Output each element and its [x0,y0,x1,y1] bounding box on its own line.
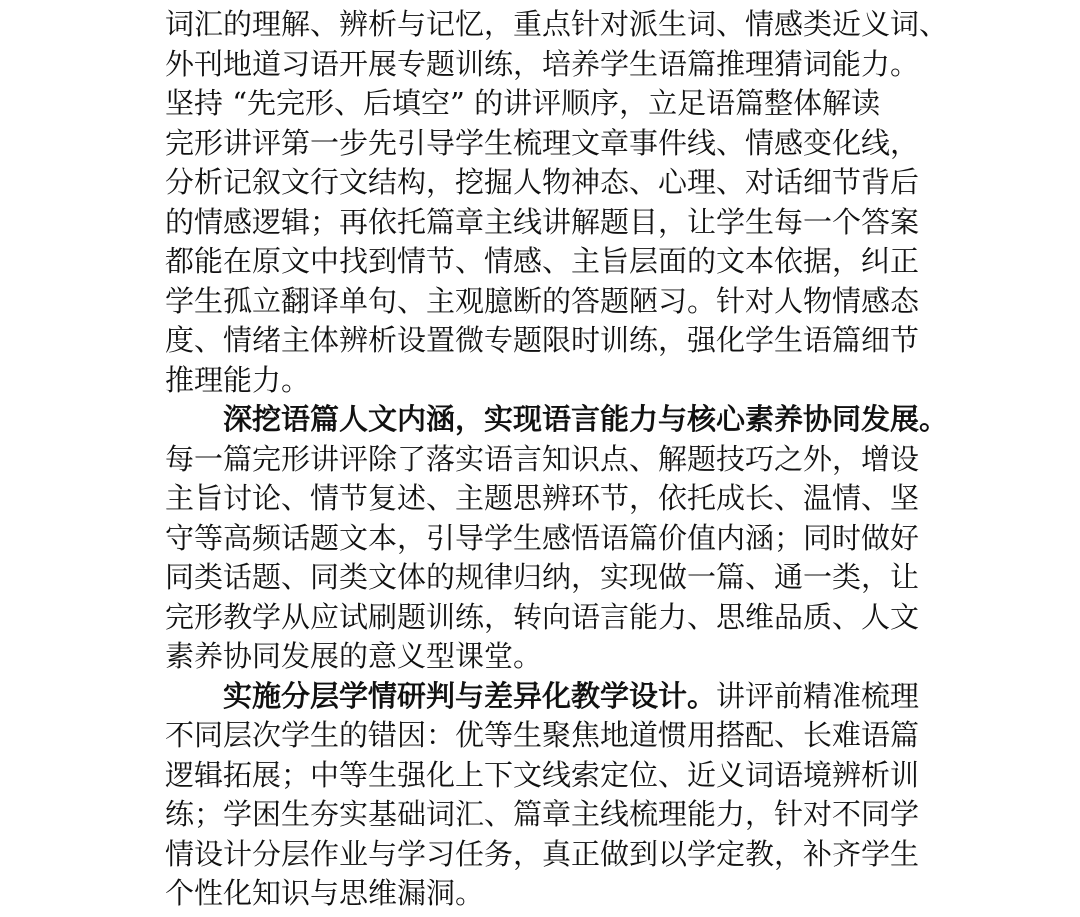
section-heading: 实施分层学情研判与差异化教学设计。 [223,679,717,713]
text-line: 外刊地道习语开展专题训练，培养学生语篇推理猜词能力。 [165,47,920,81]
text-line: 不同层次学生的错因：优等生聚焦地道惯用搭配、长难语篇 [165,718,920,752]
text-line: 都能在原文中找到情节、情感、主旨层面的文本依据，纠正 [165,244,920,278]
text-line: 坚持 “先完形、后填空” 的讲评顺序，立足语篇整体解读 [165,86,881,120]
text-line: 情设计分层作业与学习任务，真正做到以学定教，补齐学生 [165,837,920,871]
text-line: 同类话题、同类文体的规律归纳，实现做一篇、通一类，让 [165,560,920,594]
text-line: 完形教学从应试刷题训练，转向语言能力、思维品质、人文 [165,600,920,634]
section-heading-line [165,676,919,716]
text-line: 守等高频话题文本，引导学生感悟语篇价值内涵；同时做好 [165,521,920,555]
text-line: 词汇的理解、辨析与记忆，重点针对派生词、情感类近义词、 [165,7,949,41]
text-line: 分析记叙文行文结构，挖掘人物神态、心理、对话细节背后 [165,165,920,199]
text-line: 学生孤立翻译单句、主观臆断的答题陋习。针对人物情感态 [165,284,920,318]
text-line: 个性化知识与思维漏洞。 [165,876,485,910]
text-line: 逻辑拓展；中等生强化上下文线索定位、近义词语境辨析训 [165,758,920,792]
text-line: 练；学困生夯实基础词汇、篇章主线梳理能力，针对不同学 [165,797,920,831]
text-line: 的情感逻辑；再依托篇章主线讲解题目，让学生每一个答案 [165,205,920,239]
text-line: 度、情绪主体辨析设置微专题限时训练，强化学生语篇细节 [165,323,920,357]
text-run: 讲评前精准梳理 [716,679,920,713]
section-heading: 深挖语篇人文内涵，实现语言能力与核心素养协同发展。 [223,402,949,436]
text-line: 每一篇完形讲评除了落实语言知识点、解题技巧之外，增设 [165,442,920,476]
text-line: 推理能力。 [165,363,311,397]
text-line: 素养协同发展的意义型课堂。 [165,639,543,673]
text-line: 完形讲评第一步先引导学生梳理文章事件线、情感变化线， [165,126,920,160]
text-line: 主旨讨论、情节复述、主题思辨环节，依托成长、温情、坚 [165,481,920,515]
